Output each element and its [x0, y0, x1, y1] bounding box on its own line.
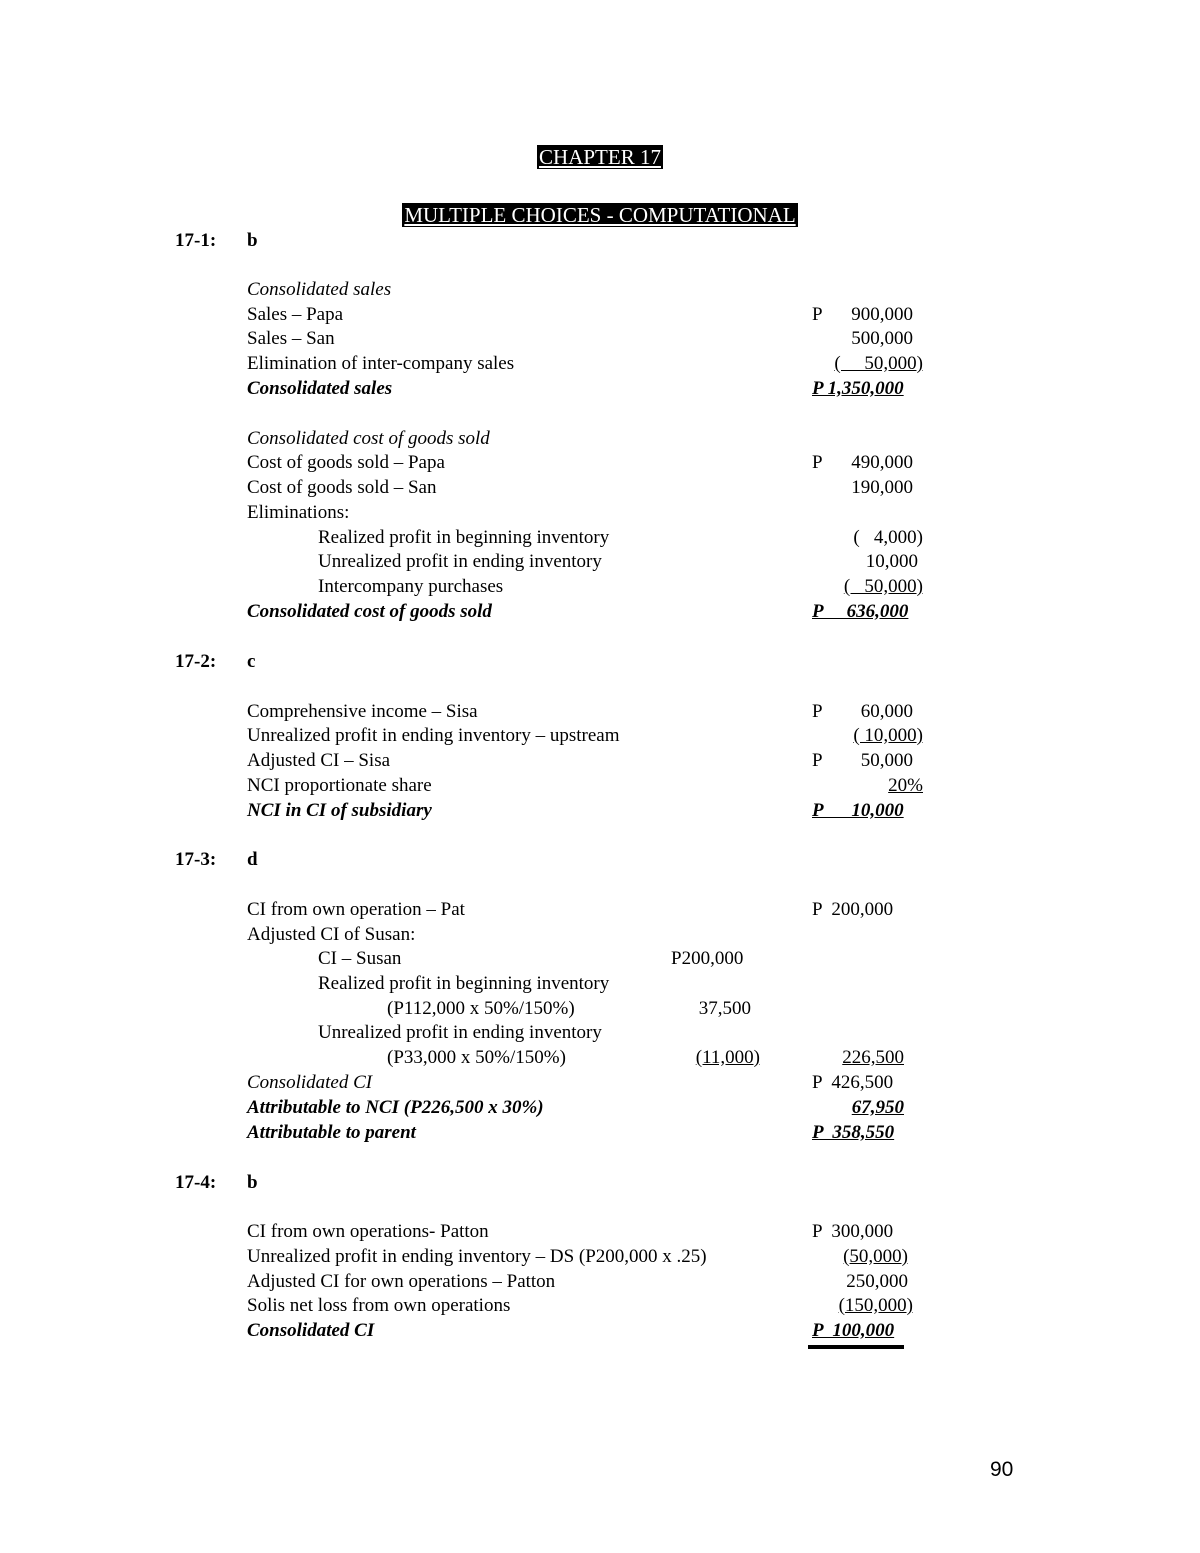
currency-sign: P [812, 750, 823, 771]
line-label: Consolidated CI [247, 1072, 373, 1093]
total-amount: P 636,000 [812, 601, 909, 622]
line-amount: ( 50,000) [843, 576, 923, 597]
answer-letter: b [247, 1172, 258, 1193]
line-amount: ( 10,000) [853, 725, 923, 746]
sub-amount: (11,000) [695, 1047, 760, 1068]
sub-amount: 37,500 [698, 998, 751, 1019]
total-label: Consolidated cost of goods sold [247, 601, 492, 622]
line-amount: 250,000 [846, 1271, 908, 1292]
answer-letter: b [247, 230, 258, 251]
line-amount: P 300,000 [812, 1221, 894, 1242]
double-underline [808, 1345, 904, 1349]
total-label: Consolidated sales [247, 378, 393, 399]
line-amount: P 426,500 [812, 1072, 894, 1093]
question-label: 17-1: [175, 230, 217, 251]
line-amount: 900,000 [851, 304, 913, 325]
total-label: Attributable to parent [247, 1122, 416, 1143]
currency-sign: P [812, 304, 823, 325]
line-label: Unrealized profit in ending inventory – DS (P200,000 x .25) [247, 1246, 707, 1267]
line-amount: 60,000 [860, 701, 913, 722]
line-label: Eliminations: [247, 502, 350, 523]
line-label: Cost of goods sold – San [247, 477, 437, 498]
line-label: CI from own operation – Pat [247, 899, 465, 920]
line-label: Adjusted CI – Sisa [247, 750, 391, 771]
line-label: Sales – San [247, 328, 335, 349]
line-label: NCI proportionate share [247, 775, 432, 796]
line-amount: 20% [888, 775, 923, 796]
total-amount: P 358,550 [812, 1122, 895, 1143]
question-label: 17-2: [175, 651, 217, 672]
total-amount: P 10,000 [812, 800, 904, 821]
page-number: 90 [990, 1458, 1014, 1481]
line-label: Unrealized profit in ending inventory [318, 551, 602, 572]
line-label: Intercompany purchases [318, 576, 504, 597]
line-amount: P 200,000 [812, 899, 894, 920]
line-amount: 490,000 [851, 452, 913, 473]
line-label: Realized profit in beginning inventory [318, 973, 610, 994]
line-label: Realized profit in beginning inventory [318, 527, 610, 548]
line-label: CI – Susan [318, 948, 402, 969]
line-amount: (50,000) [843, 1246, 908, 1267]
sub-amount: P200,000 [671, 948, 744, 969]
line-amount: 500,000 [851, 328, 913, 349]
section-heading: Consolidated cost of goods sold [247, 428, 490, 449]
total-amount: P 1,350,000 [812, 378, 904, 399]
question-label: 17-3: [175, 849, 217, 870]
chapter-title: CHAPTER 17 [539, 145, 661, 169]
answer-letter: d [247, 849, 258, 870]
line-amount: 226,500 [842, 1047, 904, 1068]
line-amount: ( 4,000) [853, 527, 923, 548]
question-label: 17-4: [175, 1172, 217, 1193]
total-label: NCI in CI of subsidiary [247, 800, 432, 821]
total-label: Attributable to NCI (P226,500 x 30%) [247, 1097, 544, 1118]
line-amount: 10,000 [865, 551, 918, 572]
line-label: CI from own operations- Patton [247, 1221, 489, 1242]
answer-letter: c [247, 651, 256, 672]
line-label: Cost of goods sold – Papa [247, 452, 445, 473]
line-label: Sales – Papa [247, 304, 344, 325]
line-label: Comprehensive income – Sisa [247, 701, 478, 722]
total-amount: 67,950 [851, 1097, 904, 1118]
calc-note: (P112,000 x 50%/150%) [387, 998, 575, 1019]
section-title: MULTIPLE CHOICES - COMPUTATIONAL [404, 203, 796, 227]
line-amount: (150,000) [838, 1295, 913, 1316]
line-label: Adjusted CI for own operations – Patton [247, 1271, 556, 1292]
currency-sign: P [812, 701, 823, 722]
line-label: Adjusted CI of Susan: [247, 924, 416, 945]
line-label: Unrealized profit in ending inventory – upstream [247, 725, 620, 746]
line-label: Solis net loss from own operations [247, 1295, 511, 1316]
line-amount: ( 50,000) [834, 353, 923, 374]
currency-sign: P [812, 452, 823, 473]
total-label: Consolidated CI [247, 1320, 375, 1341]
section-heading: Consolidated sales [247, 279, 392, 300]
line-label: Elimination of inter-company sales [247, 353, 515, 374]
total-amount: P 100,000 [812, 1320, 895, 1341]
line-amount: 50,000 [860, 750, 913, 771]
calc-note: (P33,000 x 50%/150%) [387, 1047, 566, 1068]
line-label: Unrealized profit in ending inventory [318, 1022, 602, 1043]
line-amount: 190,000 [851, 477, 913, 498]
